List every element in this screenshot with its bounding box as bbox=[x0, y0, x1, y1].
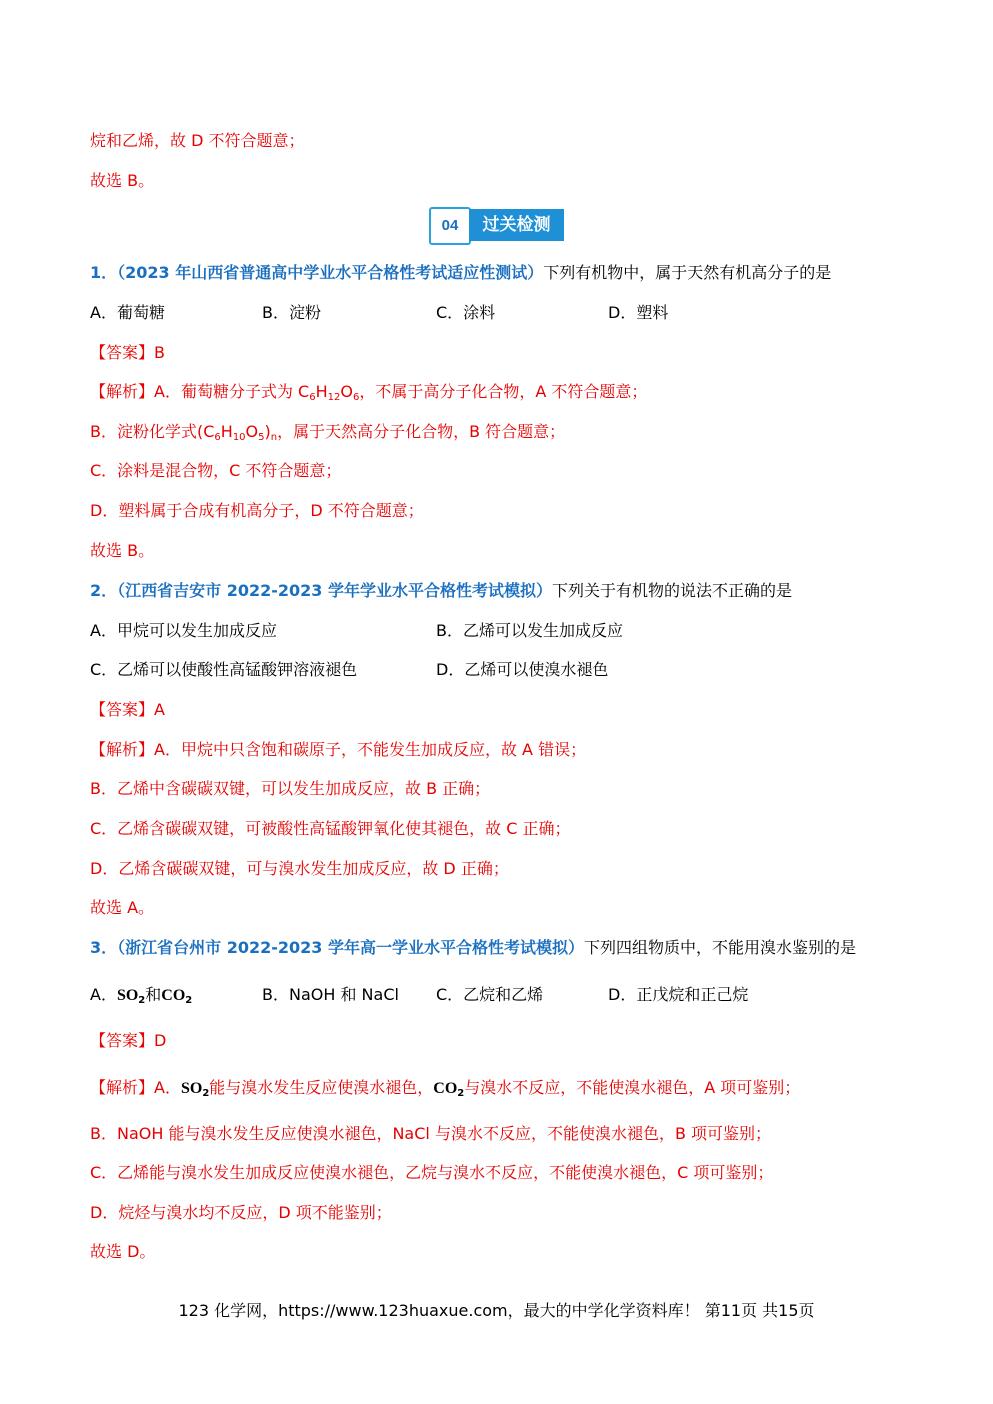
option-a: A．葡萄糖 bbox=[90, 303, 165, 322]
answer-label: 【答案】 bbox=[90, 343, 155, 362]
answer-label: 【答案】 bbox=[90, 700, 155, 719]
question-stem: 下列四组物质中，不能用溴水鉴别的是 bbox=[584, 938, 857, 957]
question-source: （2023 年山西省普通高中学业水平合格性考试适应性测试） bbox=[117, 263, 544, 282]
question-stem: 下列关于有机物的说法不正确的是 bbox=[552, 581, 793, 600]
analysis-label: 【解析】 bbox=[90, 382, 155, 401]
option-a: A．$SO_2$和$CO_2$ bbox=[90, 985, 193, 1006]
analysis-c: C．乙烯能与溴水发生加成反应使溴水褪色，乙烷与溴水不反应，不能使溴水褪色，C 项可鉴别； bbox=[90, 1163, 774, 1182]
analysis-b: B．乙烯中含碳碳双键，可以发生加成反应，故 B 正确； bbox=[90, 779, 491, 798]
question-stem: 下列有机物中，属于天然有机高分子的是 bbox=[543, 263, 832, 282]
page-footer: 123 化学网，https://www.123huaxue.com，最大的中学化学资料库！ 第11页 共15页 bbox=[178, 1301, 815, 1320]
answer-value: A bbox=[154, 700, 165, 719]
section-banner bbox=[429, 207, 564, 243]
analysis-c: C．涂料是混合物，C 不符合题意； bbox=[90, 461, 342, 480]
analysis-d: D．乙烯含碳碳双键，可与溴水发生加成反应，故 D 正确； bbox=[90, 859, 509, 878]
option-b: B．NaOH 和 NaCl bbox=[262, 985, 399, 1004]
analysis-label: 【解析】 bbox=[90, 1078, 155, 1097]
section-title: 过关检测 bbox=[469, 209, 564, 241]
section-number: 04 bbox=[429, 207, 471, 245]
question-number: 1． bbox=[90, 263, 118, 282]
analysis-c: C．乙烯含碳碳双键，可被酸性高锰酸钾氧化使其褪色，故 C 正确； bbox=[90, 819, 571, 838]
conclusion-line: 故选 B。 bbox=[90, 541, 155, 560]
option-a: A．甲烷可以发生加成反应 bbox=[90, 621, 277, 640]
question-source: （江西省吉安市 2022-2023 学年学业水平合格性考试模拟） bbox=[117, 581, 552, 600]
analysis-label: 【解析】 bbox=[90, 740, 155, 759]
conclusion-line: 故选 A。 bbox=[90, 898, 155, 917]
option-d: D．乙烯可以使溴水褪色 bbox=[436, 660, 609, 679]
option-d: D．塑料 bbox=[608, 303, 669, 322]
answer-line bbox=[90, 699, 165, 721]
answer-value: B bbox=[154, 343, 165, 362]
question-number: 3． bbox=[90, 938, 118, 957]
conclusion-line: 故选 D。 bbox=[90, 1242, 156, 1261]
analysis-line: 烷和乙烯，故 D 不符合题意； bbox=[90, 131, 305, 150]
answer-line bbox=[90, 1030, 166, 1052]
analysis-a: 【解析】A．$SO_2$能与溴水发生反应使溴水褪色，$CO_2$与溴水不反应，不能使溴水褪色，A 项可鉴别； bbox=[90, 1078, 801, 1099]
analysis-b: B．NaOH 能与溴水发生反应使溴水褪色，NaCl 与溴水不反应，不能使溴水褪色，B 项可鉴别； bbox=[90, 1124, 772, 1143]
conclusion-line: 故选 B。 bbox=[90, 171, 155, 190]
option-d: D．正戊烷和正己烷 bbox=[608, 985, 749, 1004]
option-c: C．乙烯可以使酸性高锰酸钾溶液褪色 bbox=[90, 660, 358, 679]
option-c: C．涂料 bbox=[436, 303, 496, 322]
analysis-d: D．烷烃与溴水均不反应，D 项不能鉴别； bbox=[90, 1203, 392, 1222]
analysis-a: 【解析】A．葡萄糖分子式为 $C_6H_{12}O_6$，不属于高分子化合物，A 不符合题意； bbox=[90, 382, 648, 403]
question-3 bbox=[90, 937, 856, 959]
option-c: C．乙烷和乙烯 bbox=[436, 985, 544, 1004]
question-number: 2． bbox=[90, 581, 118, 600]
answer-value: D bbox=[154, 1031, 167, 1050]
analysis-a: 【解析】A．甲烷中只含饱和碳原子，不能发生加成反应，故 A 错误； bbox=[90, 740, 587, 759]
question-2 bbox=[90, 580, 792, 602]
answer-label: 【答案】 bbox=[90, 1031, 155, 1050]
analysis-d: D．塑料属于合成有机高分子，D 不符合题意； bbox=[90, 501, 424, 520]
question-source: （浙江省台州市 2022-2023 学年高一学业水平合格性考试模拟） bbox=[117, 938, 584, 957]
answer-line bbox=[90, 342, 165, 364]
question-1 bbox=[90, 262, 831, 284]
option-b: B．乙烯可以发生加成反应 bbox=[436, 621, 623, 640]
analysis-b: B．淀粉化学式$(C_6H_{10}O_5)_n$，属于天然高分子化合物，B 符合题意； bbox=[90, 422, 566, 443]
option-b: B．淀粉 bbox=[262, 303, 321, 322]
